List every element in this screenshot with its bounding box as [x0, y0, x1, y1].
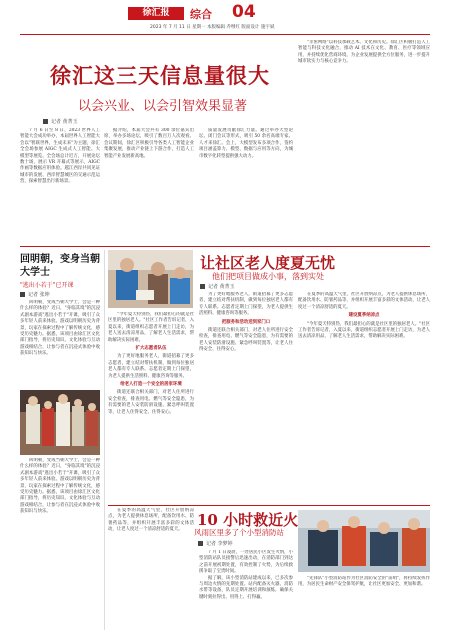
section-divider	[20, 246, 430, 247]
article3-subheadline: 风雨区里多了个小型消防站	[194, 528, 284, 537]
sidebar-text-top: 回明朝，变成当朝大学士，会是一种什么样的体验？近日，"身临其境"的沉浸式剧本游戏"逃出小若于"开课，吸引了众多年轻人前来体验。游戏以明朝历史为背景，玩家在探索过程中了解传统文化，感受历史魅力。据悉，该项目由徐汇区文化部门指导，将历史知识、文化体验与互动游戏相结合，让参与者在沉浸式体验中收获知识与快乐。	[20, 300, 100, 357]
sidebar-byline-text: 记者 张坤	[28, 292, 50, 298]
article3-col1: 7 月 1 日凌晨，一处居民小区发生火情，小型消防站队员接警后迅速出动，在消防部门到达之前开展初期处置，有效控制了火势，为后续救援争取了宝贵时间。 据了解，该小型消防站建成以来，已多次参与周边火情的先期处置。站内配备灭火器、消防水带等设备，队员定期开展培训和演练，确保关键时刻拉得出、用得上、打得赢。	[199, 550, 293, 600]
byline-marker	[43, 119, 48, 124]
article1-col1: 7 月 6 日至 8 日，2023 世界人工智能大会成功举办，本届世界人工智能大会以"智联世界，生成未来"为主题，徐汇全会场参展 AIGC 生成式人工智能、大模型等展览。全会场总计近万，开展论坛数十场，展示 VR 开幕式等展示，AIGC 作画等数据应用体验。越江西岸共同见证城市的发展、西岸智慧城区的交通示范运营，探索智慧出行新场景。	[20, 128, 100, 185]
article3-headline: 10 小时救近火	[197, 511, 299, 529]
byline-marker	[20, 292, 25, 297]
article2-photo	[108, 250, 193, 308]
article3-photo-image	[298, 510, 430, 572]
article2-subheadline: 他们把项目做成小事，落到实处	[212, 272, 324, 281]
article3-byline-text: 记者 李梦婷	[206, 541, 233, 547]
section-name: 综合	[190, 8, 212, 21]
article3-col2: "先锋队"小型消防站作为社区消防安全的"前哨"，将持续发挥作用，为居民生命财产安全保驾护航，让社区更加安全、更加和谐。	[298, 576, 430, 588]
page-number: 04	[232, 2, 256, 22]
article1-headline: 徐汇这三天信息量很大	[50, 63, 270, 88]
section-divider-2	[108, 505, 430, 506]
byline-marker	[198, 541, 203, 546]
byline-marker	[200, 284, 205, 289]
article2-col2: 为了更好地服务老人，街道招募了更多志愿者，建立结对帮扶机制，做到每位独居老人都有专人联系。志愿者定期上门探望，为老人提供生活照料、健康咨询等服务。 把服务和活动送到家门口 街道还联合相关部门，对老人住所进行安全检查，排查用电、燃气等安全隐患，为有需要的老人安装防滑设施、紧急呼叫装置等，让老人住得安全、住得安心。	[199, 292, 293, 353]
article3-photo	[298, 510, 430, 572]
article1-subheadline: 以会兴业、以会引智效果显著	[78, 99, 248, 114]
article1-byline-text: 记者 黄菁玉	[51, 119, 78, 125]
article3-byline	[198, 540, 233, 547]
article1-col3: 质量发展贡献徐汇力量。通过举办大型论坛、闭门会议等形式，吸引 50 余名高端专家、人才来徐汇。会上，大模型发布多项合作，签约项目涵盖算力、模型、数据与应用等方向，为城市数字化转型提供强大动力。	[199, 128, 293, 159]
article2-subhead-2: 给老人打造一个安全的居家环境	[120, 382, 182, 388]
column-divider	[104, 250, 105, 630]
sidebar-subtitle: "逃出小若于"已开课	[20, 282, 74, 289]
article1-col2: 据介绍，本届大会共有 300 余位嘉宾出席，举办多场论坛，吸引了数百万人次观看。会议期间，徐汇区积极引导各类人工智能企业集聚发展，推动产业链上下游合作，打造人工智能产业发展新高地。	[104, 128, 194, 159]
sidebar-photo	[20, 390, 100, 455]
sidebar-byline	[20, 291, 50, 298]
article2-headline: 让社区老人度夏无忧	[200, 254, 336, 272]
article2-subhead-1: 扩大志愿者队伍	[135, 346, 167, 352]
sidebar-title: 回明朝，变身当朝大学士	[20, 254, 100, 278]
sidebar-photo-image	[20, 390, 100, 455]
article2-col3: 在夏季的高温天气里，社区开放纳凉点，为老人提供休息场所，配备饮用水、防暑药品等，并组织开展丰富多彩的文体活动，让老人度过一个清凉舒适的夏天。 建设夏季纳凉点 "今年夏天特别热，我们最担心的就是社区里的独居老人。"社区工作者告诉记者，入夏以来，街道组织志愿者开展上门走访，为老人送去清凉用品，了解老人生活需求，帮助解决实际困难。	[298, 292, 430, 340]
article1-byline	[43, 118, 78, 125]
masthead-rule	[20, 34, 430, 35]
article2-subhead-4: 建设夏季纳凉点	[348, 313, 380, 319]
article2-col1: "今年夏天特别热，我们最担心的就是社区里的独居老人。"社区工作者告诉记者，入夏以来，街道组织志愿者开展上门走访，为老人送去清凉用品，了解老人生活需求，帮助解决实际困难。 扩大志愿者队伍 为了更好地服务老人，街道招募了更多志愿者，建立结对帮扶机制，做到每位独居老人都有专人联系。志愿者定期上门探望，为老人提供生活照料、健康咨询等服务。 给老人打造一个安全的居家环境 街道还联合相关部门，对老人住所进行安全检查，排查用电、燃气等安全隐患，为有需要的老人安装防滑设施、紧急呼叫装置等，让老人住得安全、住得安心。	[108, 312, 194, 415]
article1-col4: "亲密网络"以科技承载艺术、文化和历史。徐汇区积极打造人工智能与科技文化融合，推动 AI 技术在文化、教育、医疗等领域应用，并持续优化营商环境，为企业发展提供全方位服务，进一步提升城市软实力与核心竞争力。	[298, 40, 430, 65]
article2-col4: 在夏季的高温天气里，社区开放纳凉点，为老人提供休息场所，配备饮用水、防暑药品等，并组织开展丰富多彩的文体活动，让老人度过一个清凉舒适的夏天。	[108, 508, 194, 533]
article2-subhead-3: 把服务和活动送到家门口	[221, 319, 271, 325]
article2-photo-image	[108, 250, 193, 308]
sidebar-text-bottom: 回明朝，变成当朝大学士，会是一种什么样的体验？近日，"身临其境"的沉浸式剧本游戏"逃出小若于"开课，吸引了众多年轻人前来体验。游戏以明朝历史为背景，玩家在探索过程中了解传统文化，感受历史魅力。据悉，该项目由徐汇区文化部门指导，将历史知识、文化体验与互动游戏相结合，让参与者在沉浸式体验中收获知识与快乐。	[20, 458, 100, 515]
date-line: 2023 年 7 月 11 日 星期一 本版编辑 乔继红 版面设计 施宇斌	[150, 25, 275, 30]
masthead-logo: 徐汇报	[128, 7, 184, 20]
article2-byline-text: 记者 黄菁玉	[208, 284, 235, 290]
masthead	[0, 0, 450, 44]
article2-byline	[200, 283, 235, 290]
